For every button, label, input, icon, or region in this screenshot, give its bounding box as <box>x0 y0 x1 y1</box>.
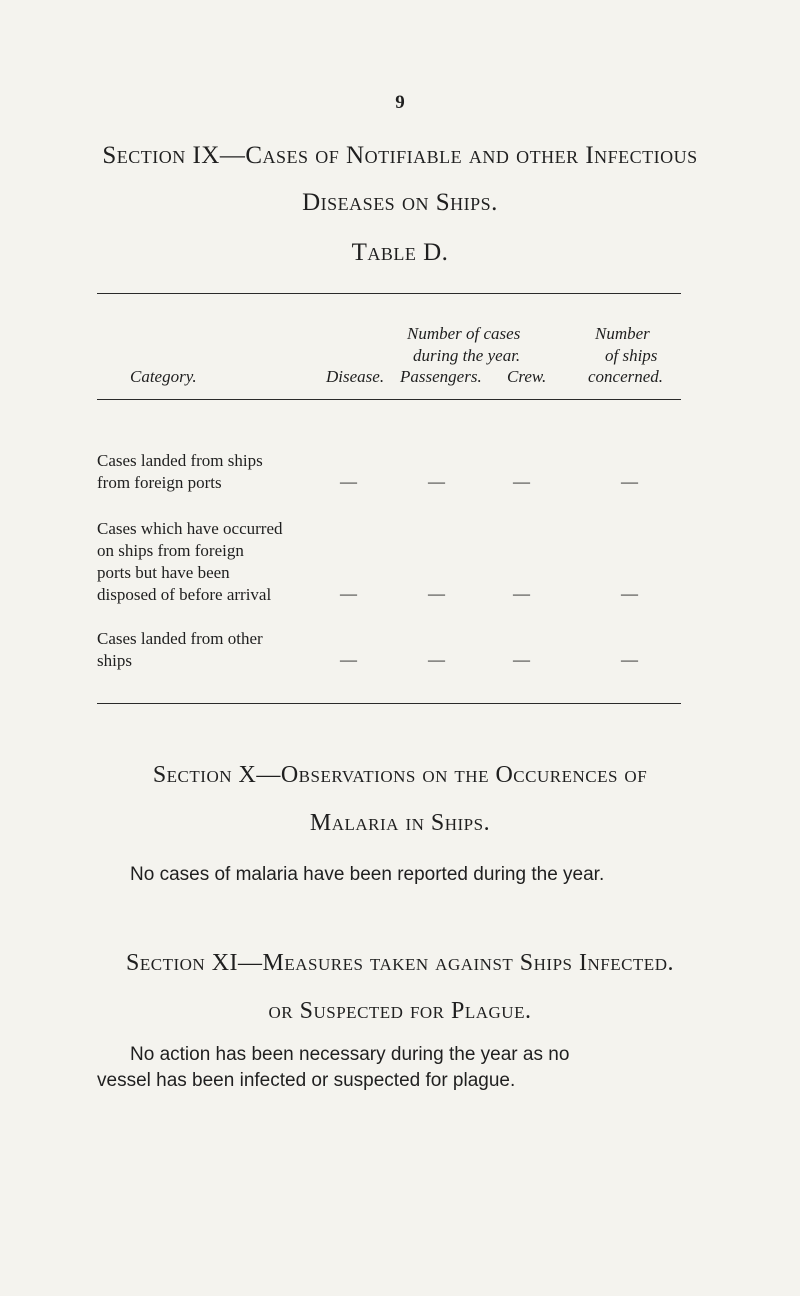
section-x-title-line2: Malaria in Ships. <box>309 810 491 836</box>
row-ships-cell: — <box>621 584 638 603</box>
header-disease: Disease. <box>326 367 385 386</box>
section-ix-title-line2: Diseases on Ships. <box>302 189 498 216</box>
row-category-line: Cases which have occurred <box>97 519 283 538</box>
section-x-body: No cases of malaria have been reported during the year. <box>130 864 605 885</box>
section-xi-title-line1: Section XI—Measures taken against Ships Infected. <box>126 950 674 976</box>
row-category-line: ports but have been <box>97 563 230 582</box>
row-ships-cell: — <box>621 650 638 669</box>
row-disease-cell: — <box>340 650 357 669</box>
row-category-line: from foreign ports <box>97 473 222 492</box>
header-crew: Crew. <box>507 367 547 386</box>
section-xi-title-line2: or Suspected for Plague. <box>268 998 532 1024</box>
row-crew-cell: — <box>513 472 530 491</box>
header-category: Category. <box>130 367 197 386</box>
page-number: 9 <box>395 92 405 113</box>
row-crew-cell: — <box>513 584 530 603</box>
row-disease-cell: — <box>340 472 357 491</box>
row-disease-cell: — <box>340 584 357 603</box>
section-xi-body-line2: vessel has been infected or suspected for plague. <box>97 1070 516 1091</box>
header-number: Number <box>595 324 650 343</box>
row-passengers-cell: — <box>428 472 445 491</box>
section-x-title-line1: Section X—Observations on the Occurences of <box>152 762 648 788</box>
row-category-line: ships <box>97 651 132 670</box>
row-ships-cell: — <box>621 472 638 491</box>
header-of-ships: of ships <box>605 346 658 365</box>
row-crew-cell: — <box>513 650 530 669</box>
section-xi-body-line1: No action has been necessary during the year as no <box>130 1044 570 1065</box>
row-category-line: disposed of before arrival <box>97 585 272 604</box>
row-passengers-cell: — <box>428 584 445 603</box>
header-passengers: Passengers. <box>400 367 482 386</box>
row-category-line: Cases landed from other <box>97 629 263 648</box>
header-concerned: concerned. <box>588 367 664 386</box>
header-number-of-cases: Number of cases <box>407 324 521 343</box>
row-passengers-cell: — <box>428 650 445 669</box>
table-top-rule <box>97 293 681 294</box>
table-d-title: Table D. <box>351 239 449 266</box>
row-category-line: Cases landed from ships <box>97 451 263 470</box>
table-header-rule <box>97 399 681 400</box>
header-during-the-year: during the year. <box>413 346 521 365</box>
section-ix-title-line1: Section IX—Cases of Notifiable and other Infectious <box>102 142 698 169</box>
table-bottom-rule <box>97 703 681 704</box>
row-category-line: on ships from foreign <box>97 541 244 560</box>
